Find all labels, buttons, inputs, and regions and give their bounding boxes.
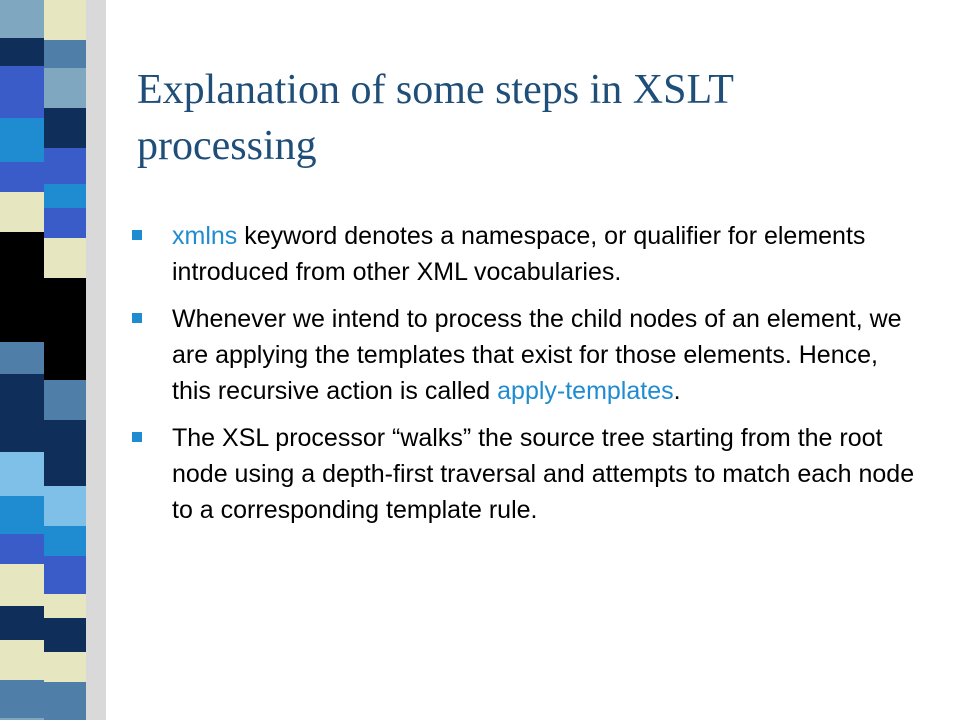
stripe-block xyxy=(0,374,44,424)
stripe-block xyxy=(0,342,44,374)
stripe-block xyxy=(44,310,86,344)
keyword-apply-templates: apply-templates xyxy=(497,377,674,405)
stripe-shadow xyxy=(86,0,106,720)
bullet-text: keyword denotes a namespace, or qualifier for elements introduced from other XML vocabularies. xyxy=(172,222,866,286)
stripe-block xyxy=(0,118,44,162)
bullet-item-apply-templates xyxy=(132,301,922,409)
stripe-block xyxy=(0,258,44,306)
stripe-block xyxy=(44,108,86,148)
stripe-block xyxy=(44,380,86,420)
keyword-xmlns: xmlns xyxy=(172,222,238,250)
stripe-block xyxy=(44,68,86,108)
stripe-block xyxy=(0,232,44,258)
stripe-block xyxy=(44,208,86,238)
stripe-block xyxy=(44,556,86,594)
stripe-block xyxy=(44,0,86,40)
stripe-block xyxy=(44,448,86,486)
square-bullet-icon xyxy=(132,432,142,442)
stripe-block xyxy=(44,238,86,278)
stripe-block xyxy=(0,0,44,38)
stripe-block xyxy=(0,452,44,496)
stripe-block xyxy=(0,534,44,564)
stripe-block xyxy=(44,486,86,526)
stripe-block xyxy=(0,66,44,118)
bullet-list xyxy=(132,218,922,539)
stripe-block xyxy=(0,424,44,452)
stripe-block xyxy=(44,148,86,184)
stripe-block xyxy=(0,640,44,680)
stripe-block xyxy=(0,496,44,534)
bullet-item-xmlns xyxy=(132,218,922,290)
stripe-block xyxy=(0,192,44,232)
stripe-block xyxy=(44,652,86,682)
stripe-block xyxy=(44,184,86,208)
bullet-text-end: . xyxy=(673,377,681,405)
slide-title: Explanation of some steps in XSLT processing xyxy=(137,67,734,169)
stripe-block xyxy=(44,278,86,310)
stripe-block xyxy=(44,420,86,448)
stripe-block xyxy=(0,38,44,66)
stripe-block xyxy=(44,618,86,652)
decorative-stripe xyxy=(0,0,108,720)
stripe-block xyxy=(0,606,44,640)
stripe-block xyxy=(0,162,44,192)
square-bullet-icon xyxy=(132,313,142,323)
bullet-text: The XSL processor “walks” the source tree starting from the root node using a depth-first traversal and attempts to match each node to a corresponding template rule. xyxy=(172,424,915,524)
bullet-item-processor xyxy=(132,420,922,528)
square-bullet-icon xyxy=(132,230,142,240)
stripe-block xyxy=(0,564,44,606)
stripe-block xyxy=(44,40,86,68)
stripe-block xyxy=(44,344,86,380)
stripe-block xyxy=(0,306,44,342)
stripe-block xyxy=(44,594,86,618)
stripe-block xyxy=(44,526,86,556)
stripe-block xyxy=(44,682,86,720)
bullet-text: Whenever we intend to process the child nodes of an element, we are applying the templates that exist for those elements. Hence, this recursive action is called xyxy=(172,305,902,405)
stripe-block xyxy=(0,680,44,718)
